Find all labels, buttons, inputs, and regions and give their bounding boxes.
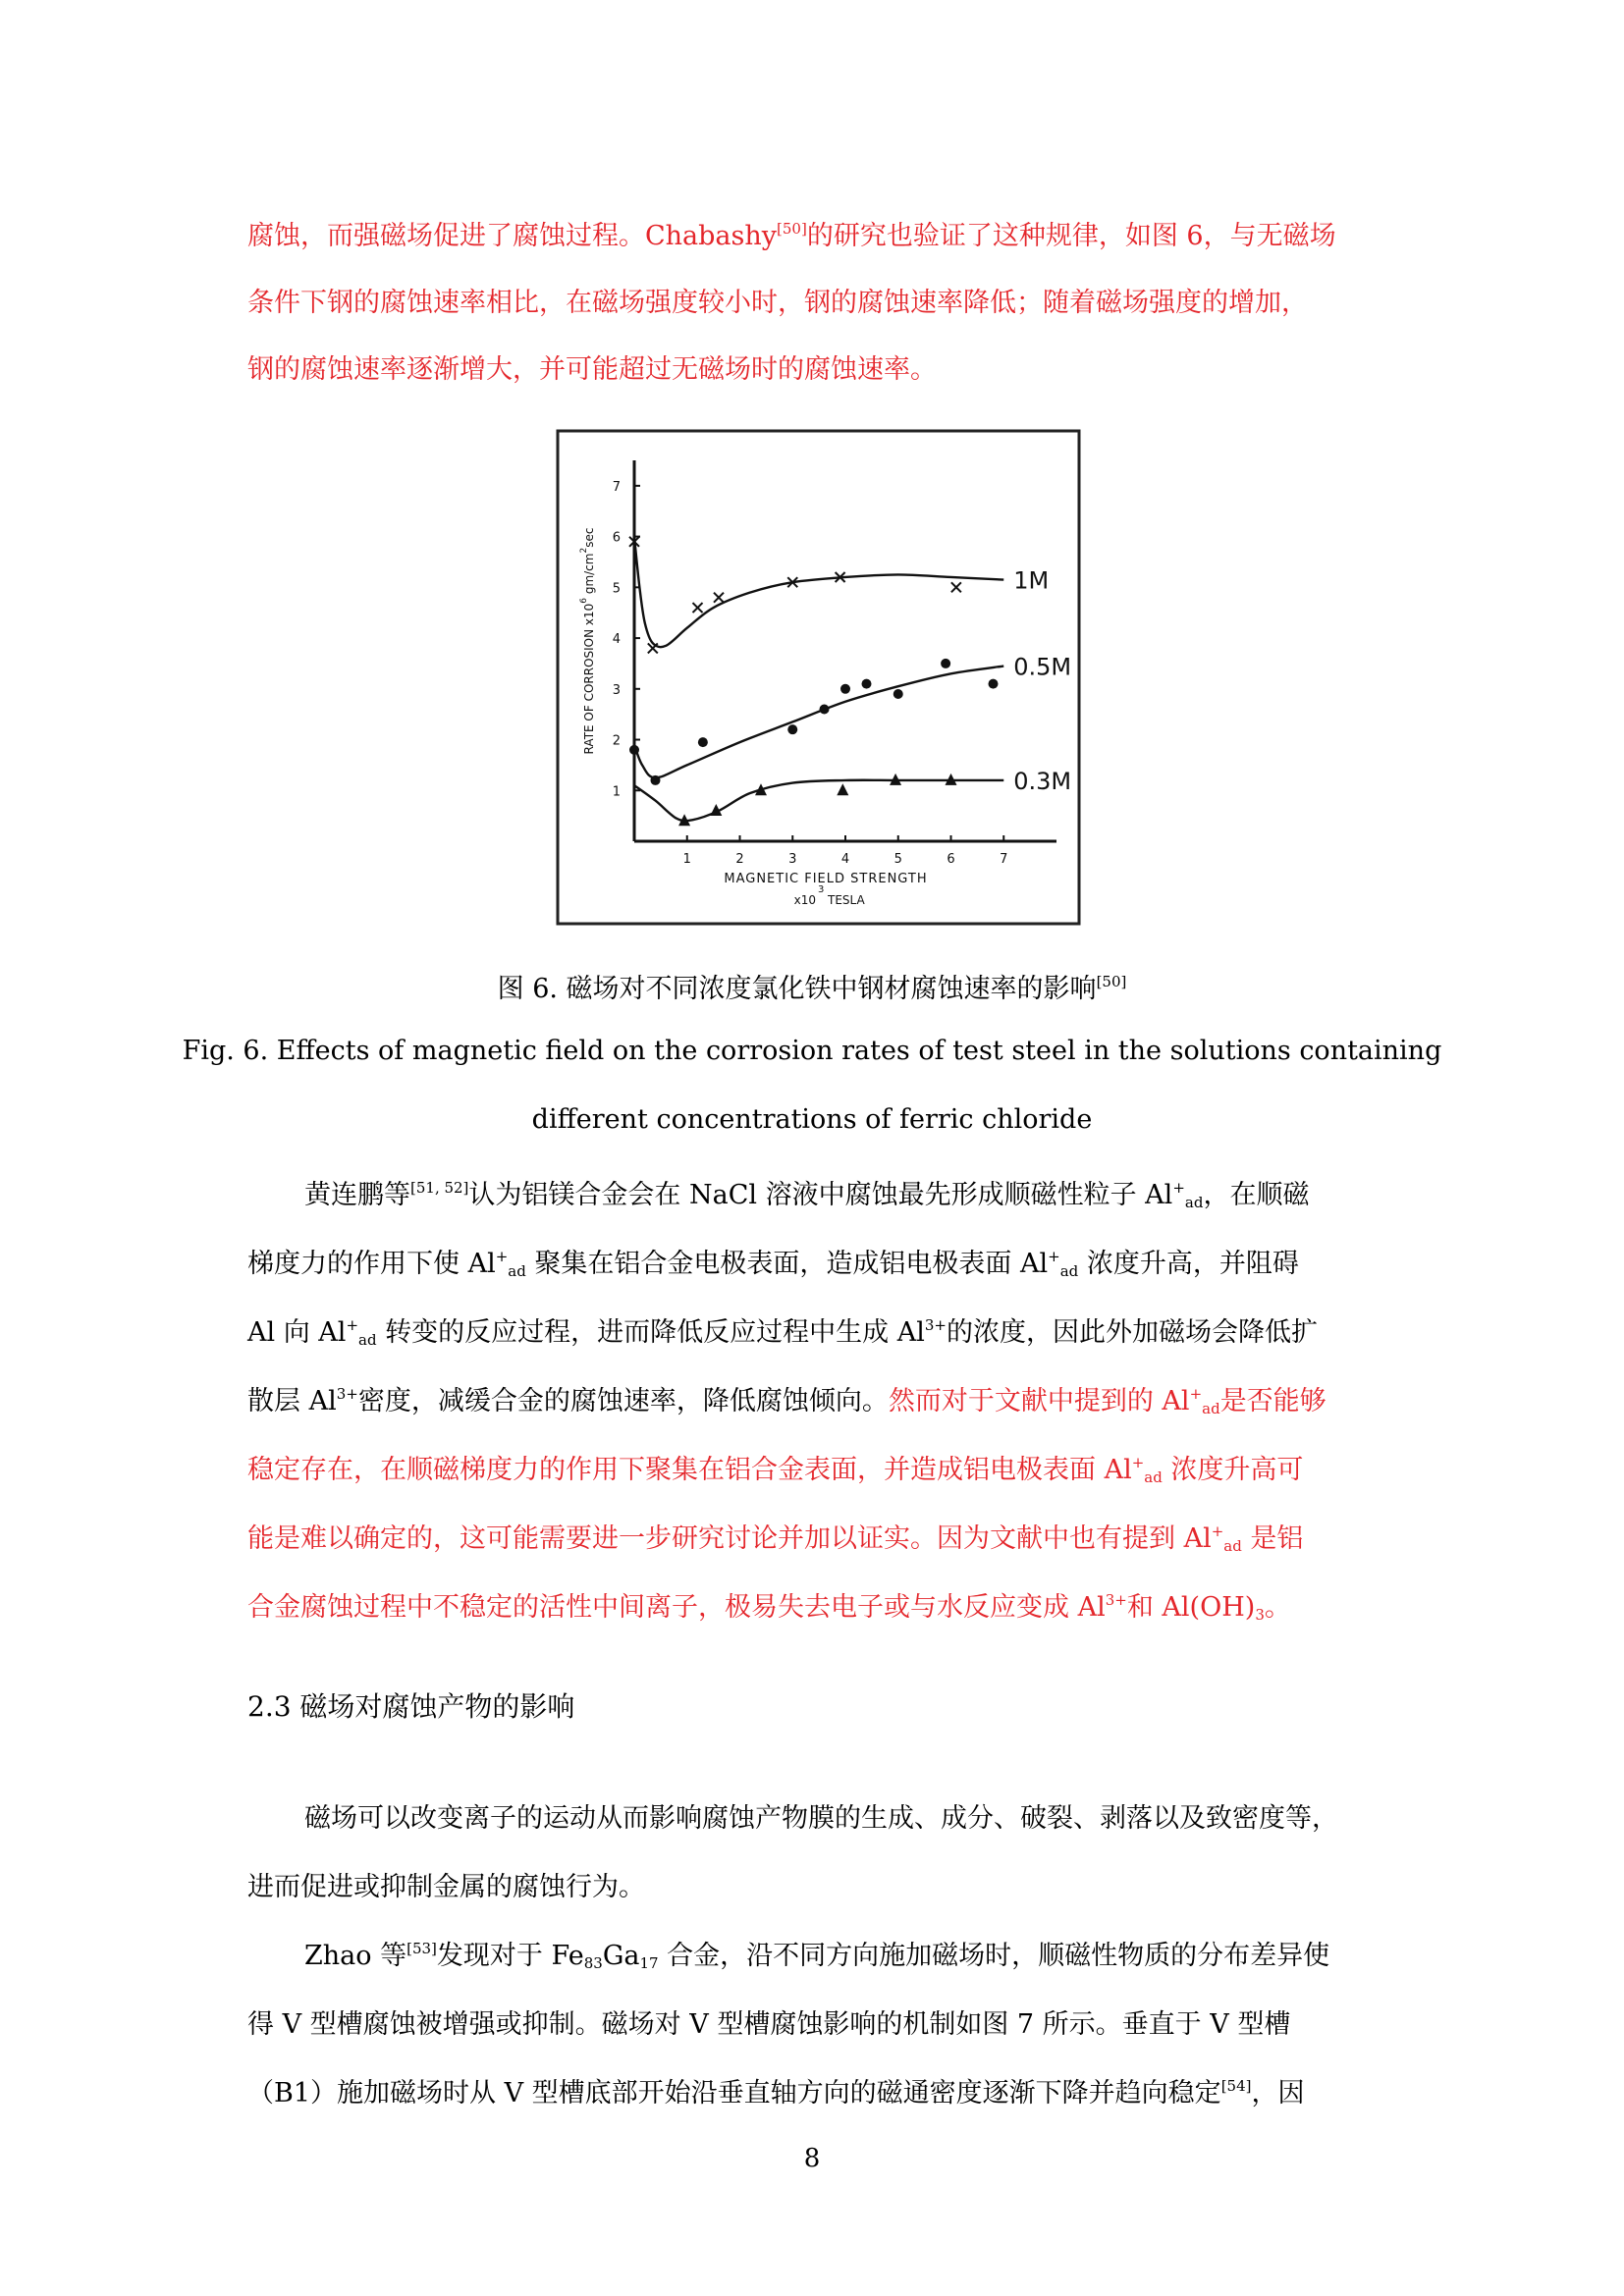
marker-dot — [787, 724, 797, 734]
x-axis-unit-scale: x10 — [793, 893, 816, 907]
para2-line-4: 散层 $Al^{3+}$密度，减缓合金的腐蚀速率，降低腐蚀倾向。然而对于文献中提到的 $Al^+_{ad}$是否能够 — [247, 1385, 1326, 1417]
para4-line-3: （B1）施加磁场时从 V 型槽底部开始沿垂直轴方向的磁通密度逐渐下降并趋向稳定[54]，因 — [247, 2077, 1305, 2109]
figure-frame — [558, 431, 1079, 924]
para1-line-2: 条件下钢的腐蚀速率相比，在磁场强度较小时，钢的腐蚀速率降低；随着磁场强度的增加， — [247, 288, 1308, 318]
x-tick-label: 4 — [840, 852, 850, 867]
y-tick-label: 7 — [612, 479, 621, 495]
x-tick-label: 6 — [947, 852, 955, 867]
marker-dot — [698, 737, 708, 747]
marker-dot — [629, 745, 639, 755]
y-axis-label: RATE OF CORROSION $x10^6$ $gm/cm^2\sec$ — [579, 527, 596, 755]
x-axis-unit-exp: 3 — [818, 884, 825, 895]
corrosion-rate-chart — [556, 429, 1081, 926]
para4-line-1: Zhao 等[53]发现对于 $Fe_{83}Ga_{17}$ 合金，沿不同方向施加磁场时，顺磁性物质的分布差异使 — [304, 1940, 1330, 1972]
y-tick-label: 5 — [612, 581, 621, 597]
series-label: 1M — [1013, 566, 1050, 595]
x-tick-label: 2 — [735, 852, 744, 867]
y-tick-label: 2 — [612, 733, 621, 749]
para1-line-1: 腐蚀，而强磁场促进了腐蚀过程。Chabashy[50]的研究也验证了这种规律，如图 6，与无磁场 — [247, 220, 1336, 251]
para2-line-2: 梯度力的作用下使 $Al^+_{ad}$ 聚集在铝合金电极表面，造成铝电极表面 $Al^+_{ad}$ 浓度升高，并阻碍 — [247, 1248, 1299, 1280]
x-tick-label: 7 — [1000, 852, 1008, 867]
para4-line-2: 得 V 型槽腐蚀被增强或抑制。磁场对 V 型槽腐蚀影响的机制如图 7 所示。垂直于 V 型槽 — [247, 2009, 1291, 2040]
y-tick-label: 1 — [612, 784, 621, 800]
y-tick-label: 3 — [612, 682, 621, 698]
x-tick-label: 5 — [893, 852, 902, 867]
series-label: 0.3M — [1013, 767, 1072, 795]
marker-dot — [651, 775, 661, 785]
section-heading: 2.3 磁场对腐蚀产物的影响 — [247, 1690, 575, 1723]
x-tick-label: 1 — [682, 852, 691, 867]
para3-line-2: 进而促进或抑制金属的腐蚀行为。 — [247, 1872, 645, 1902]
figure-caption-cn: 图 6. 磁场对不同浓度氯化铁中钢材腐蚀速率的影响[50] — [497, 973, 1127, 1004]
marker-dot — [893, 689, 903, 699]
para3-line-1: 磁场可以改变离子的运动从而影响腐蚀产物膜的生成、成分、破裂、剥落以及致密度等， — [304, 1803, 1338, 1834]
x-axis-unit: TESLA — [828, 893, 865, 907]
para2-line-6: 能是难以确定的，这可能需要进一步研究讨论并加以证实。因为文献中也有提到 $Al^+_{ad}$ 是铝 — [247, 1522, 1304, 1555]
x-tick-label: 3 — [788, 852, 797, 867]
marker-dot — [840, 684, 850, 694]
page-number: 8 — [803, 2144, 821, 2173]
para2-line-3: Al 向 $Al^+_{ad}$ 转变的反应过程，进而降低反应过程中生成 $Al^{3+}$的浓度，因此外加磁场会降低扩 — [247, 1316, 1318, 1349]
para1-line-3: 钢的腐蚀速率逐渐增大，并可能超过无磁场时的腐蚀速率。 — [247, 354, 937, 385]
figure-caption-en-1: Fig. 6. Effects of magnetic field on the corrosion rates of test steel in the solutions containing — [182, 1036, 1442, 1066]
y-tick-label: 6 — [612, 530, 621, 546]
marker-dot — [941, 659, 950, 668]
para2-line-1: 黄连鹏等[51, 52]认为铝镁合金会在 NaCl 溶液中腐蚀最先形成顺磁性粒子 $Al^+_{ad}$，在顺磁 — [304, 1179, 1310, 1211]
marker-dot — [862, 679, 872, 689]
marker-dot — [820, 704, 830, 714]
para2-line-7: 合金腐蚀过程中不稳定的活性中间离子，极易失去电子或与水反应变成 $Al^{3+}$和 $Al(OH)_3$。 — [247, 1591, 1291, 1624]
para2-line-5: 稳定存在，在顺磁梯度力的作用下聚集在铝合金表面，并造成铝电极表面 $Al^+_{ad}$ 浓度升高可 — [247, 1454, 1304, 1486]
marker-dot — [989, 679, 999, 689]
series-label: 0.5M — [1013, 653, 1072, 681]
figure-6 — [556, 429, 1081, 926]
y-axis-label-group — [579, 528, 596, 755]
figure-caption-en-2: different concentrations of ferric chloride — [531, 1104, 1093, 1135]
y-tick-label: 4 — [612, 632, 621, 648]
x-axis-label: MAGNETIC FIELD STRENGTH — [724, 872, 928, 886]
